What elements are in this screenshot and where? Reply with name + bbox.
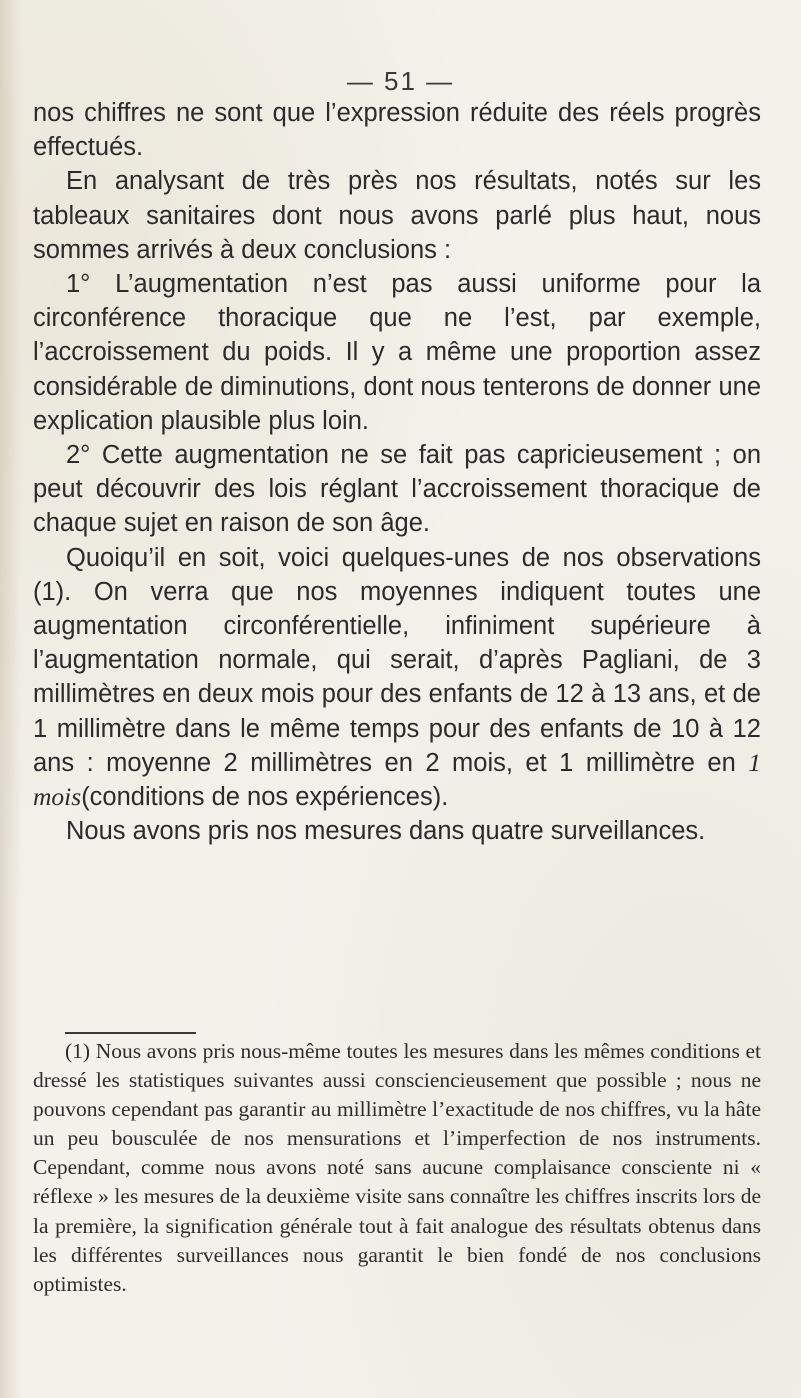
paragraph-analysis: En analysant de très près nos résultats, notés sur les tableaux sanitaires dont nous avons parlé plus haut, nous sommes arrivés à deux conclusions : xyxy=(33,167,761,264)
footnote-text: (1) Nous avons pris nous-même toutes les mesures dans les mêmes conditions et dressé les statistiques suivantes aussi consciencieusement que possible ; nous ne pouvons cependant pas garantir au millimètre l’exactitude de nos chiffres, vu la hâte un peu bousculée de nos mensurations et l’imperfection de nos instruments. Cependant, comme nous avons noté sans aucune complaisance consciente ni « réflexe » les mesures de la deuxième visite sans connaître les chiffres inscrits lors de la première, la signification générale tout à fait analogue des résultats obtenus dans les différentes surveillances nous garantit le bien fondé de nos conclusions optimistes. xyxy=(33,1039,761,1296)
footnote-separator xyxy=(65,1032,196,1034)
observations-text: Quoiqu’il en soit, voici quelques-unes de nos observations (1). On verra que nos moyennes indiquent toutes une augmentation circonférentielle, infiniment supérieure à l’augmentation normale, qui serait, d’après Pagliani, de 3 millimètres en deux mois pour des enfants de 12 à 13 ans, et de 1 millimètre dans le même temps pour des enfants de 10 à 12 ans : moyenne 2 millimètres en 2 mois, et 1 millimètre en xyxy=(33,543,761,777)
footnote xyxy=(33,1037,761,1299)
page-edge-shadow xyxy=(0,0,22,1398)
italic-one-month: 1 mois xyxy=(33,747,761,812)
paragraph-observations xyxy=(33,541,761,815)
paragraph-conclusion-2: 2° Cette augmentation ne se fait pas capricieusement ; on peut découvrir des lois réglant l’accroissement thoracique de chaque sujet en raison de son âge. xyxy=(33,441,761,538)
main-text xyxy=(33,96,761,848)
paragraph-continuation: nos chiffres ne sont que l’expression réduite des réels progrès effectués. xyxy=(33,99,761,162)
observations-text-end: (conditions de nos expériences). xyxy=(81,783,449,812)
paragraph-surveillances: Nous avons pris nos mesures dans quatre surveillances. xyxy=(66,817,706,846)
paragraph-conclusion-1: 1° L’augmentation n’est pas aussi uniforme pour la circonférence thoracique que ne l’est, par exemple, l’accroissement du poids. Il y a même une proportion assez considérable de diminutions, dont nous tenterons de donner une explication plausible plus loin. xyxy=(33,270,761,435)
page-number: — 51 — xyxy=(346,66,455,96)
